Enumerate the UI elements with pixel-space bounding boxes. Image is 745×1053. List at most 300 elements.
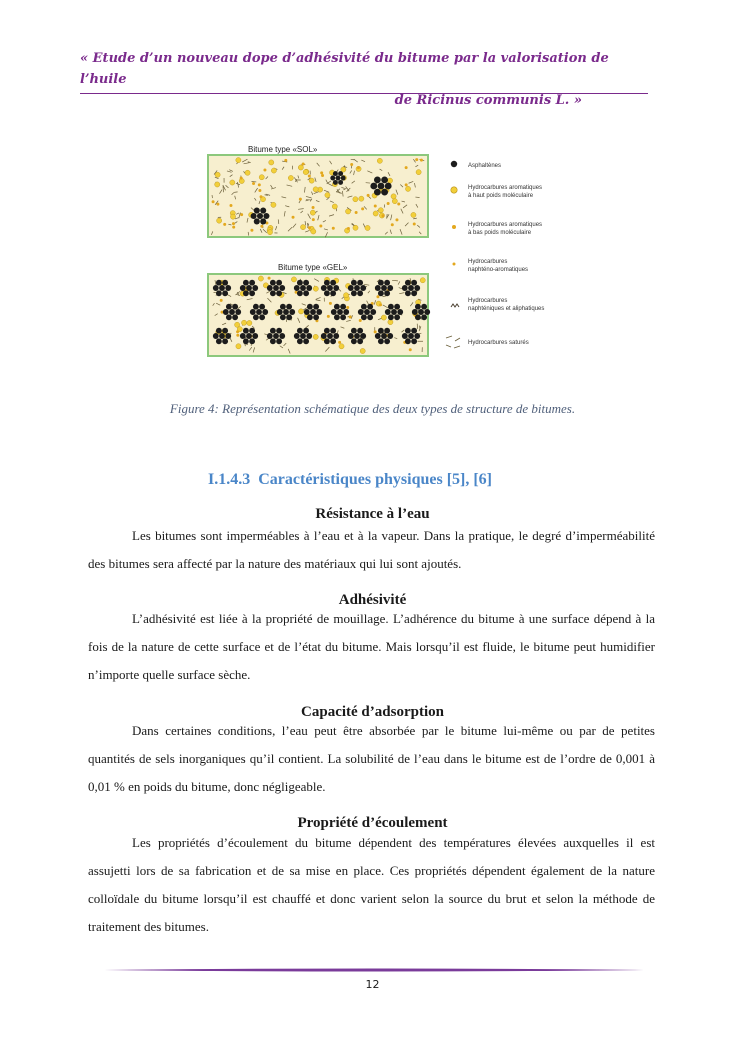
low-mw-particle bbox=[320, 171, 323, 174]
asphaltene-particle bbox=[246, 285, 252, 291]
low-mw-particle bbox=[409, 348, 412, 351]
high-mw-particle bbox=[269, 160, 274, 165]
asphaltene-particle bbox=[343, 309, 349, 315]
asphaltene-particle bbox=[240, 285, 246, 291]
asphaltene-particle bbox=[306, 285, 312, 291]
asphaltene-particle bbox=[421, 314, 427, 320]
asphaltene-particle bbox=[405, 280, 411, 286]
asphaltene-particle bbox=[303, 338, 309, 344]
asphaltene-particle bbox=[424, 309, 430, 315]
high-mw-particle bbox=[392, 199, 397, 204]
asphaltene-particle bbox=[219, 285, 225, 291]
high-mw-particle bbox=[360, 348, 365, 353]
running-header-line-1: « Etude d’un nouveau dope d’adhésivité du bitume par la valorisation de l’huile bbox=[80, 51, 609, 87]
legend-naphtheno-label-2: naphténo-aromatiques bbox=[468, 267, 529, 273]
legend-high-mw-symbol bbox=[451, 187, 457, 193]
asphaltene-particle bbox=[273, 333, 279, 339]
asphaltene-particle bbox=[262, 309, 268, 315]
asphaltene-particle bbox=[321, 285, 327, 291]
asphaltene-particle bbox=[374, 189, 381, 196]
paragraph-water-resistance bbox=[88, 522, 655, 578]
low-mw-particle bbox=[346, 306, 349, 309]
paragraph-adhesivity bbox=[88, 605, 655, 689]
asphaltene-particle bbox=[357, 338, 363, 344]
asphaltene-particle bbox=[387, 285, 393, 291]
running-header-line-2: de Ricinus communis L. » bbox=[394, 93, 582, 108]
paragraph-adsorption-text: Dans certaines conditions, l’eau peut être absorbée par le bitume lui-même ou par de petites quantités de sels inorganiques qu’il contient. La solubilité de l’eau dans le bitume est de l’ordre de 0,001 à 0,01 % en poids du bitume, donc négligeable. bbox=[88, 723, 655, 794]
asphaltene-particle bbox=[370, 309, 376, 315]
asphaltene-particle bbox=[421, 304, 427, 310]
low-mw-particle bbox=[236, 334, 239, 337]
asphaltene-particle bbox=[276, 338, 282, 344]
low-mw-particle bbox=[395, 218, 398, 221]
low-mw-particle bbox=[308, 175, 311, 178]
asphaltene-particle bbox=[375, 333, 381, 339]
asphaltene-particle bbox=[367, 304, 373, 310]
legend-aliphatic-symbol bbox=[451, 304, 459, 307]
high-mw-particle bbox=[310, 210, 315, 215]
high-mw-particle bbox=[245, 170, 250, 175]
high-mw-particle bbox=[332, 204, 337, 209]
legend-high-mw-label-2: à haut poids moléculaire bbox=[468, 193, 534, 199]
high-mw-particle bbox=[241, 320, 246, 325]
asphaltene-particle bbox=[270, 338, 276, 344]
asphaltene-particle bbox=[364, 309, 370, 315]
asphaltene-particle bbox=[378, 290, 384, 296]
low-mw-particle bbox=[387, 202, 390, 205]
asphaltene-particle bbox=[243, 338, 249, 344]
asphaltene-particle bbox=[357, 290, 363, 296]
asphaltene-particle bbox=[378, 280, 384, 286]
asphaltene-particle bbox=[249, 338, 255, 344]
high-mw-particle bbox=[411, 212, 416, 217]
low-mw-particle bbox=[319, 224, 322, 227]
low-mw-particle bbox=[359, 319, 362, 322]
low-mw-particle bbox=[258, 189, 261, 192]
section-number: I.1.4.3 bbox=[208, 471, 251, 488]
asphaltene-particle bbox=[374, 176, 381, 183]
low-mw-particle bbox=[299, 198, 302, 201]
low-mw-particle bbox=[232, 222, 235, 225]
low-mw-particle bbox=[321, 174, 324, 177]
asphaltene-particle bbox=[384, 280, 390, 286]
asphaltene-particle bbox=[384, 338, 390, 344]
asphaltene-particle bbox=[330, 280, 336, 286]
low-mw-particle bbox=[347, 227, 350, 230]
low-mw-particle bbox=[357, 166, 360, 169]
asphaltene-particle bbox=[263, 213, 269, 219]
asphaltene-particle bbox=[289, 309, 295, 315]
asphaltene-particle bbox=[333, 285, 339, 291]
high-mw-particle bbox=[215, 172, 220, 177]
asphaltene-particle bbox=[381, 333, 387, 339]
asphaltene-particle bbox=[229, 309, 235, 315]
asphaltene-particle bbox=[381, 176, 388, 183]
high-mw-particle bbox=[217, 218, 222, 223]
asphaltene-particle bbox=[375, 285, 381, 291]
asphaltene-particle bbox=[246, 333, 252, 339]
asphaltene-particle bbox=[351, 280, 357, 286]
asphaltene-particle bbox=[330, 328, 336, 334]
legend-naphtheno-label-1: Hydrocarbures bbox=[468, 259, 508, 265]
high-mw-particle bbox=[387, 178, 392, 183]
asphaltene-particle bbox=[388, 314, 394, 320]
figure-legend bbox=[446, 161, 544, 348]
asphaltene-particle bbox=[324, 328, 330, 334]
asphaltene-particle bbox=[219, 333, 225, 339]
asphaltene-particle bbox=[324, 290, 330, 296]
asphaltene-particle bbox=[252, 285, 258, 291]
low-mw-particle bbox=[332, 227, 335, 230]
legend-low-mw-label-2: à bas poids moléculaire bbox=[468, 230, 532, 236]
section-heading bbox=[0, 471, 700, 489]
asphaltene-particle bbox=[297, 290, 303, 296]
asphaltene-particle bbox=[277, 309, 283, 315]
low-mw-particle bbox=[292, 216, 295, 219]
asphaltene-particle bbox=[411, 290, 417, 296]
asphaltene-particle bbox=[338, 171, 343, 176]
asphaltene-particle bbox=[283, 309, 289, 315]
asphaltene-particle bbox=[414, 333, 420, 339]
low-mw-particle bbox=[329, 302, 332, 305]
section-title: Caractéristiques physiques [5], [6] bbox=[258, 471, 492, 488]
asphaltene-particle bbox=[330, 290, 336, 296]
high-mw-particle bbox=[259, 175, 264, 180]
asphaltene-particle bbox=[307, 314, 313, 320]
high-mw-particle bbox=[416, 170, 421, 175]
low-mw-particle bbox=[349, 316, 352, 319]
asphaltene-particle bbox=[235, 309, 241, 315]
asphaltene-particle bbox=[286, 304, 292, 310]
asphaltene-particle bbox=[381, 285, 387, 291]
high-mw-particle bbox=[230, 180, 235, 185]
low-mw-particle bbox=[212, 200, 215, 203]
high-mw-particle bbox=[291, 277, 296, 282]
paragraph-flow bbox=[88, 829, 655, 941]
low-mw-particle bbox=[420, 159, 423, 162]
asphaltene-particle bbox=[243, 328, 249, 334]
asphaltene-particle bbox=[334, 314, 340, 320]
legend-saturated-label: Hydrocarbures saturés bbox=[468, 340, 529, 346]
asphaltene-particle bbox=[259, 314, 265, 320]
legend-asphaltene-label: Asphaltènes bbox=[468, 163, 502, 169]
paragraph-flow-text: Les propriétés d’écoulement du bitume dépendent des températures élevées auxquelles il est assujetti lors de sa fabrication et de sa mise en place. Ces propriétés dépendent également de la nature colloïdale du bitume lorsqu’il est chauffé et donc varient selon la source du brut et selon la méthode de traitement des bitumes. bbox=[88, 835, 655, 934]
high-mw-particle bbox=[271, 168, 276, 173]
asphaltene-particle bbox=[367, 314, 373, 320]
asphaltene-particle bbox=[216, 280, 222, 286]
asphaltene-particle bbox=[303, 280, 309, 286]
asphaltene-particle bbox=[415, 304, 421, 310]
asphaltene-particle bbox=[276, 280, 282, 286]
asphaltene-particle bbox=[397, 309, 403, 315]
low-mw-particle bbox=[284, 159, 287, 162]
asphaltene-particle bbox=[249, 328, 255, 334]
asphaltene-particle bbox=[357, 328, 363, 334]
asphaltene-particle bbox=[408, 285, 414, 291]
asphaltene-particle bbox=[313, 304, 319, 310]
high-mw-particle bbox=[267, 230, 272, 235]
high-mw-particle bbox=[405, 186, 410, 191]
asphaltene-particle bbox=[256, 309, 262, 315]
subsection-title-water-resistance: Résistance à l’eau bbox=[315, 506, 430, 522]
asphaltene-particle bbox=[313, 314, 319, 320]
asphaltene-particle bbox=[357, 280, 363, 286]
asphaltene-particle bbox=[306, 333, 312, 339]
low-mw-particle bbox=[312, 206, 315, 209]
legend-low-mw-label-1: Hydrocarbures aromatiques bbox=[468, 222, 543, 228]
low-mw-particle bbox=[350, 163, 353, 166]
asphaltene-particle bbox=[222, 280, 228, 286]
panel-sol-title: Bitume type «SOL» bbox=[248, 145, 318, 154]
asphaltene-particle bbox=[310, 309, 316, 315]
asphaltene-particle bbox=[388, 304, 394, 310]
high-mw-particle bbox=[313, 286, 318, 291]
high-mw-particle bbox=[345, 209, 350, 214]
low-mw-particle bbox=[361, 207, 364, 210]
high-mw-particle bbox=[325, 192, 330, 197]
asphaltene-particle bbox=[351, 328, 357, 334]
low-mw-particle bbox=[240, 213, 243, 216]
low-mw-particle bbox=[405, 183, 408, 186]
low-mw-particle bbox=[397, 202, 400, 205]
asphaltene-particle bbox=[232, 314, 238, 320]
asphaltene-particle bbox=[360, 285, 366, 291]
low-mw-particle bbox=[263, 169, 266, 172]
asphaltene-particle bbox=[337, 309, 343, 315]
asphaltene-particle bbox=[316, 309, 322, 315]
legend-aliphatic-label-1: Hydrocarbures bbox=[468, 298, 508, 304]
asphaltene-particle bbox=[297, 328, 303, 334]
asphaltene-particle bbox=[300, 333, 306, 339]
asphaltene-particle bbox=[243, 290, 249, 296]
high-mw-particle bbox=[391, 194, 396, 199]
asphaltene-particle bbox=[222, 338, 228, 344]
asphaltene-particle bbox=[240, 333, 246, 339]
high-mw-particle bbox=[353, 225, 358, 230]
asphaltene-particle bbox=[411, 280, 417, 286]
asphaltene-particle bbox=[324, 280, 330, 286]
asphaltene-particle bbox=[260, 208, 266, 214]
asphaltene-particle bbox=[402, 333, 408, 339]
high-mw-particle bbox=[303, 169, 308, 174]
bitumen-structure-figure bbox=[200, 138, 580, 363]
asphaltene-particle bbox=[254, 208, 260, 214]
asphaltene-particle bbox=[411, 338, 417, 344]
legend-naphtheno-symbol bbox=[453, 263, 456, 266]
low-mw-particle bbox=[374, 205, 377, 208]
paragraph-adhesivity-text: L’adhésivité est liée à la propriété de mouillage. L’adhérence du bitume à une surface dépend à la fois de la nature de cette surface et de l’état du bitume. Mais lorsqu’il est fluide, le bitume peut humidifier n’importe quelle surface sèche. bbox=[88, 611, 655, 682]
asphaltene-particle bbox=[361, 314, 367, 320]
asphaltene-particle bbox=[303, 290, 309, 296]
asphaltene-particle bbox=[280, 304, 286, 310]
asphaltene-particle bbox=[297, 280, 303, 286]
high-mw-particle bbox=[343, 293, 348, 298]
high-mw-particle bbox=[365, 225, 370, 230]
asphaltene-particle bbox=[324, 338, 330, 344]
asphaltene-particle bbox=[340, 304, 346, 310]
low-mw-particle bbox=[223, 223, 226, 226]
high-mw-particle bbox=[309, 178, 314, 183]
high-mw-particle bbox=[230, 214, 235, 219]
asphaltene-particle bbox=[333, 180, 338, 185]
low-mw-particle bbox=[391, 223, 394, 226]
legend-aliphatic-label-2: naphténiques et aliphatiques bbox=[468, 306, 545, 312]
asphaltene-particle bbox=[321, 333, 327, 339]
asphaltene-particle bbox=[334, 304, 340, 310]
asphaltene-particle bbox=[405, 338, 411, 344]
high-mw-particle bbox=[359, 196, 364, 201]
asphaltene-particle bbox=[260, 218, 266, 224]
low-mw-particle bbox=[302, 162, 305, 165]
asphaltene-particle bbox=[252, 333, 258, 339]
asphaltene-particle bbox=[279, 285, 285, 291]
high-mw-particle bbox=[236, 158, 241, 163]
asphaltene-particle bbox=[307, 304, 313, 310]
asphaltene-particle bbox=[294, 285, 300, 291]
low-mw-particle bbox=[260, 225, 263, 228]
high-mw-particle bbox=[373, 211, 378, 216]
low-mw-particle bbox=[312, 218, 315, 221]
asphaltene-particle bbox=[270, 280, 276, 286]
asphaltene-particle bbox=[250, 309, 256, 315]
high-mw-particle bbox=[313, 334, 318, 339]
asphaltene-particle bbox=[249, 290, 255, 296]
asphaltene-particle bbox=[384, 290, 390, 296]
asphaltene-particle bbox=[385, 183, 392, 190]
low-mw-particle bbox=[382, 214, 385, 217]
legend-high-mw-label-1: Hydrocarbures aromatiques bbox=[468, 185, 543, 191]
asphaltene-particle bbox=[411, 328, 417, 334]
high-mw-particle bbox=[353, 197, 358, 202]
asphaltene-particle bbox=[259, 304, 265, 310]
low-mw-particle bbox=[260, 195, 263, 198]
panel-gel-title: Bitume type «GEL» bbox=[278, 263, 348, 272]
high-mw-particle bbox=[236, 344, 241, 349]
asphaltene-particle bbox=[253, 304, 259, 310]
high-mw-particle bbox=[420, 278, 425, 283]
asphaltene-particle bbox=[378, 183, 385, 190]
low-mw-particle bbox=[405, 166, 408, 169]
subsection-title-flow: Propriété d’écoulement bbox=[297, 815, 448, 831]
low-mw-particle bbox=[308, 226, 311, 229]
asphaltene-particle bbox=[412, 309, 418, 315]
low-mw-particle bbox=[220, 299, 223, 302]
asphaltene-particle bbox=[226, 304, 232, 310]
asphaltene-particle bbox=[340, 314, 346, 320]
high-mw-particle bbox=[381, 315, 386, 320]
asphaltene-particle bbox=[408, 333, 414, 339]
low-mw-particle bbox=[415, 158, 418, 161]
asphaltene-particle bbox=[330, 176, 335, 181]
low-mw-particle bbox=[379, 303, 382, 306]
asphaltene-particle bbox=[415, 314, 421, 320]
asphaltene-particle bbox=[267, 285, 273, 291]
asphaltene-particle bbox=[405, 290, 411, 296]
asphaltene-particle bbox=[257, 213, 263, 219]
high-mw-particle bbox=[313, 187, 318, 192]
asphaltene-particle bbox=[331, 309, 337, 315]
asphaltene-particle bbox=[327, 333, 333, 339]
asphaltene-particle bbox=[361, 304, 367, 310]
asphaltene-particle bbox=[378, 328, 384, 334]
asphaltene-particle bbox=[348, 285, 354, 291]
low-mw-particle bbox=[376, 295, 379, 298]
asphaltene-particle bbox=[402, 285, 408, 291]
asphaltene-particle bbox=[394, 304, 400, 310]
low-mw-particle bbox=[327, 315, 330, 318]
high-mw-particle bbox=[339, 344, 344, 349]
asphaltene-particle bbox=[225, 333, 231, 339]
high-mw-particle bbox=[377, 158, 382, 163]
high-mw-particle bbox=[298, 165, 303, 170]
low-mw-particle bbox=[229, 204, 232, 207]
asphaltene-particle bbox=[384, 328, 390, 334]
asphaltene-particle bbox=[385, 309, 391, 315]
asphaltene-particle bbox=[253, 314, 259, 320]
high-mw-particle bbox=[388, 320, 393, 325]
asphaltene-particle bbox=[222, 328, 228, 334]
high-mw-particle bbox=[300, 225, 305, 230]
high-mw-particle bbox=[298, 309, 303, 314]
asphaltene-particle bbox=[354, 285, 360, 291]
asphaltene-particle bbox=[251, 213, 257, 219]
asphaltene-particle bbox=[243, 280, 249, 286]
asphaltene-particle bbox=[391, 309, 397, 315]
low-mw-particle bbox=[338, 341, 341, 344]
legend-low-mw-symbol bbox=[452, 225, 456, 229]
asphaltene-particle bbox=[294, 333, 300, 339]
asphaltene-particle bbox=[414, 285, 420, 291]
page-number: 12 bbox=[365, 978, 380, 991]
low-mw-particle bbox=[413, 223, 416, 226]
high-mw-particle bbox=[378, 208, 383, 213]
high-mw-particle bbox=[288, 175, 293, 180]
asphaltene-particle bbox=[303, 328, 309, 334]
legend-asphaltene-symbol bbox=[451, 161, 457, 167]
asphaltene-particle bbox=[394, 314, 400, 320]
asphaltene-particle bbox=[304, 309, 310, 315]
asphaltene-particle bbox=[348, 333, 354, 339]
asphaltene-particle bbox=[286, 314, 292, 320]
asphaltene-particle bbox=[280, 314, 286, 320]
high-mw-particle bbox=[271, 202, 276, 207]
asphaltene-particle bbox=[300, 285, 306, 291]
asphaltene-particle bbox=[387, 333, 393, 339]
asphaltene-particle bbox=[360, 333, 366, 339]
asphaltene-particle bbox=[351, 338, 357, 344]
subsection-title-adhesivity: Adhésivité bbox=[338, 592, 407, 608]
asphaltene-particle bbox=[276, 328, 282, 334]
high-mw-particle bbox=[311, 229, 316, 234]
asphaltene-particle bbox=[216, 338, 222, 344]
figure-caption: Figure 4: Représentation schématique des deux types de structure de bitumes. bbox=[169, 401, 576, 416]
asphaltene-particle bbox=[333, 333, 339, 339]
high-mw-particle bbox=[247, 320, 252, 325]
asphaltene-particle bbox=[358, 309, 364, 315]
low-mw-particle bbox=[216, 203, 219, 206]
asphaltene-particle bbox=[341, 176, 346, 181]
asphaltene-particle bbox=[297, 338, 303, 344]
asphaltene-particle bbox=[336, 176, 341, 181]
asphaltene-particle bbox=[222, 290, 228, 296]
asphaltene-particle bbox=[270, 290, 276, 296]
low-mw-particle bbox=[258, 183, 261, 186]
asphaltene-particle bbox=[354, 333, 360, 339]
asphaltene-particle bbox=[370, 183, 377, 190]
footer-rule bbox=[104, 968, 644, 972]
low-mw-particle bbox=[355, 211, 358, 214]
low-mw-particle bbox=[250, 229, 253, 232]
